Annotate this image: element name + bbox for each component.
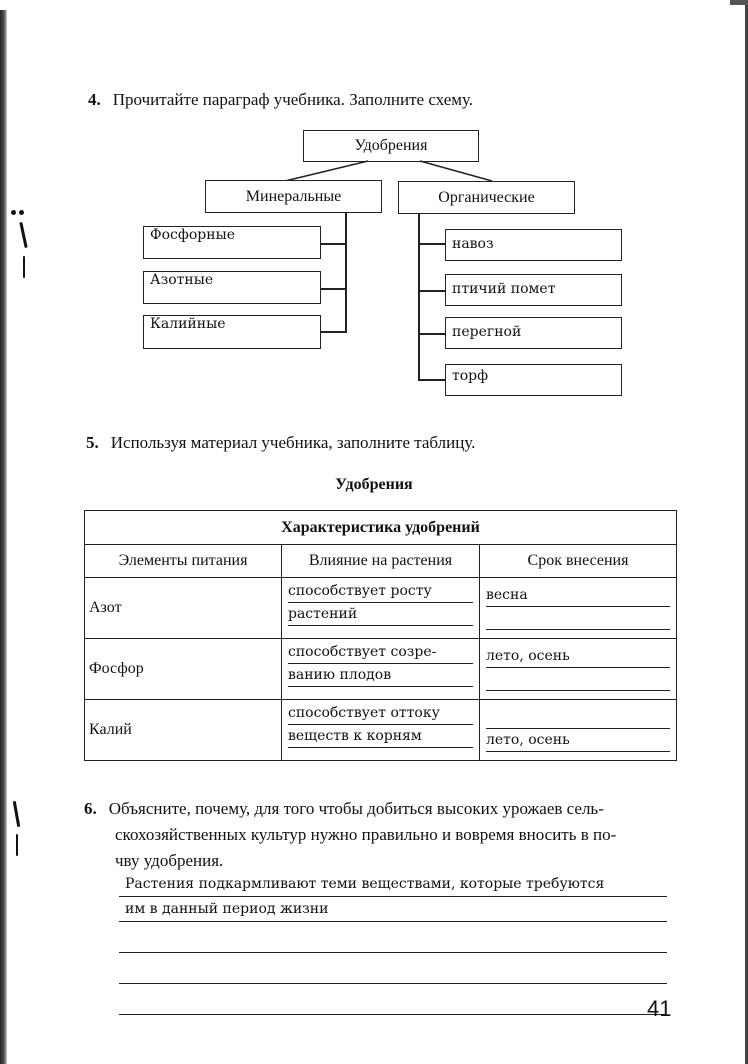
timing-cell <box>480 639 677 700</box>
answer-line: им в данный период жизни <box>119 897 667 922</box>
mineral-branch-line <box>320 243 346 245</box>
answer-line <box>486 668 670 691</box>
answer-line: веществ к корням <box>288 725 473 748</box>
timing-cell <box>480 700 677 761</box>
answer-line <box>119 922 667 953</box>
scheme-leaf-mineral: Азотные <box>143 271 321 304</box>
column-header: Срок внесения <box>480 545 677 578</box>
answer-line: растений <box>288 603 473 626</box>
table-row <box>85 700 677 761</box>
mineral-branch-line <box>320 331 346 333</box>
answer-line: способствует росту <box>288 580 473 603</box>
question-line: Объясните, почему, для того чтобы добиться высоких урожаев сель- <box>108 799 604 818</box>
answer-line <box>486 607 670 630</box>
answer-line: лето, осень <box>486 645 670 668</box>
margin-pen-mark <box>13 801 20 827</box>
element-cell: Фосфор <box>85 639 282 700</box>
scheme-root-box: Удобрения <box>303 130 479 162</box>
column-header: Элементы питания <box>85 545 282 578</box>
connector-root-organic <box>420 161 492 181</box>
task-number: 6. <box>84 799 97 818</box>
organic-branch-line <box>418 379 446 381</box>
answer-line <box>486 706 670 729</box>
column-header: Влияние на растения <box>282 545 480 578</box>
scheme-branch-organic: Органические <box>398 181 575 214</box>
answer-line: ванию плодов <box>288 664 473 687</box>
answer-line: весна <box>486 584 670 607</box>
task-number: 4. <box>88 90 101 109</box>
answer-line <box>119 953 667 984</box>
question-line: чву удобрения. <box>115 851 224 870</box>
table-row <box>85 639 677 700</box>
scheme-leaf-organic: торф <box>445 364 622 396</box>
task-number: 5. <box>86 433 99 452</box>
margin-pen-mark <box>16 834 18 856</box>
instruction-text: Прочитайте параграф учебника. Заполните схему. <box>112 90 474 109</box>
answer-line: способствует оттоку <box>288 702 473 725</box>
table-row <box>85 578 677 639</box>
table-title: Удобрения <box>335 476 413 493</box>
mineral-trunk-line <box>345 213 347 333</box>
answer-line <box>119 984 667 1015</box>
effect-cell <box>282 578 480 639</box>
task-5-instruction <box>86 433 475 453</box>
instruction-text: Используя материал учебника, заполните таблицу. <box>110 433 476 452</box>
fertilizer-table <box>84 510 677 761</box>
table-header-row <box>85 545 677 578</box>
answer-line: лето, осень <box>486 729 670 752</box>
page-number: 41 <box>647 996 672 1021</box>
organic-branch-line <box>418 333 446 335</box>
answer-line: Растения подкармливают теми веществами, которые требуются <box>119 872 667 897</box>
timing-cell <box>480 578 677 639</box>
organic-trunk-line <box>418 214 420 380</box>
scheme-leaf-organic: навоз <box>445 229 622 261</box>
table-group-header: Характеристика удобрений <box>85 511 677 545</box>
connector-root-mineral <box>285 161 368 181</box>
organic-branch-line <box>418 290 446 292</box>
answer-line: способствует созре- <box>288 641 473 664</box>
task-6-question <box>84 796 677 874</box>
element-cell: Калий <box>85 700 282 761</box>
question-line: скохозяйственных культур нужно правильно и вовремя вносить в по- <box>115 825 617 844</box>
scheme-leaf-mineral: Калийные <box>143 315 321 349</box>
scheme-leaf-organic: птичий помет <box>445 274 622 306</box>
scheme-leaf-mineral: Фосфорные <box>143 226 321 259</box>
organic-branch-line <box>418 243 446 245</box>
scheme-leaf-organic: перегной <box>445 317 622 349</box>
table-group-header-row <box>85 511 677 545</box>
scheme-branch-mineral: Минеральные <box>205 180 382 213</box>
effect-cell <box>282 700 480 761</box>
effect-cell <box>282 639 480 700</box>
task-6-answer-area <box>119 872 667 1015</box>
element-cell: Азот <box>85 578 282 639</box>
mineral-branch-line <box>320 288 346 290</box>
